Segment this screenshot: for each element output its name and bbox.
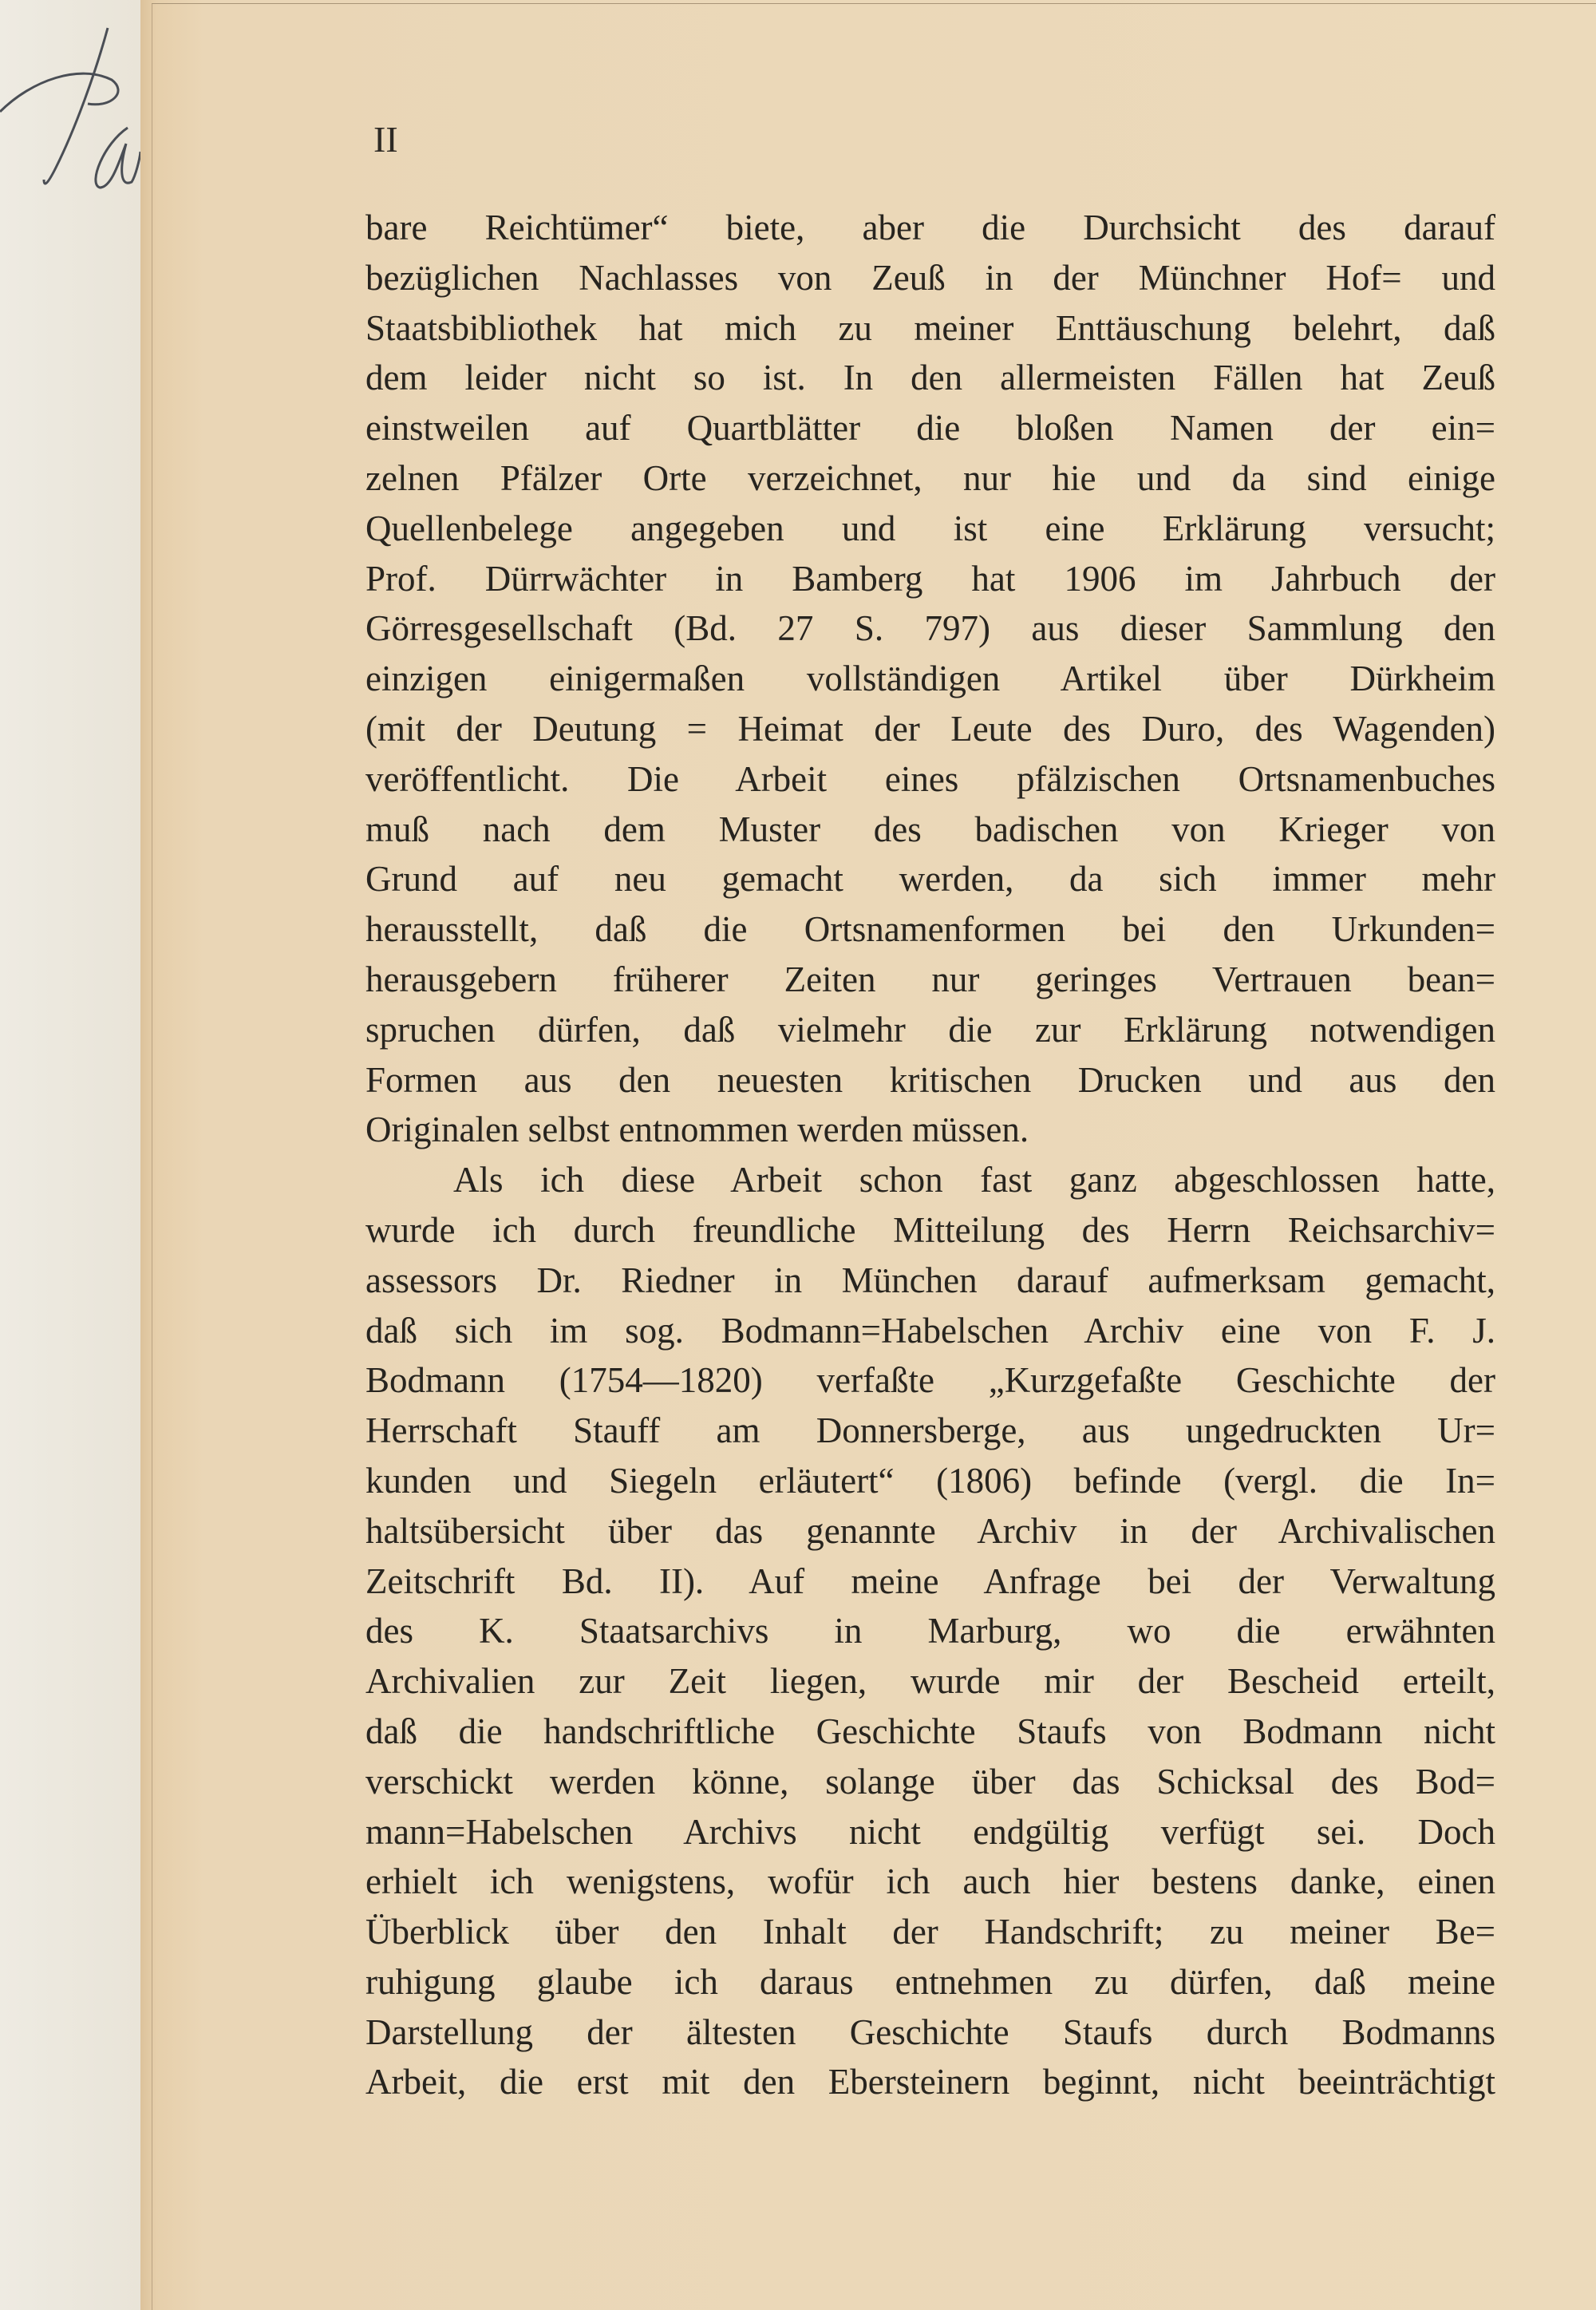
text-line: Görresgesellschaft (Bd. 27 S. 797) aus dieser Sammlung den bbox=[365, 608, 1495, 649]
page-number: II bbox=[373, 119, 398, 160]
text-line: einstweilen auf Quartblätter die bloßen Namen der ein= bbox=[365, 408, 1495, 449]
text-line: kunden und Siegeln erläutert“ (1806) befinde (vergl. die In= bbox=[365, 1460, 1495, 1501]
facing-page-margin bbox=[0, 0, 140, 2310]
text-line: bare Reichtümer“ biete, aber die Durchsicht des darauf bbox=[365, 208, 1495, 247]
text-line: (mit der Deutung = Heimat der Leute des Duro, des Wagenden) bbox=[365, 708, 1495, 749]
text-line: veröffentlicht. Die Arbeit eines pfälzischen Ortsnamenbuches bbox=[365, 758, 1495, 799]
text-line: daß die handschriftliche Geschichte Staufs von Bodmann nicht bbox=[365, 1711, 1495, 1751]
text-line: Quellenbelege angegeben und ist eine Erklärung versucht; bbox=[365, 508, 1495, 548]
text-line: dem leider nicht so ist. In den allermeisten Fällen hat Zeuß bbox=[365, 358, 1495, 398]
text-line: zelnen Pfälzer Orte verzeichnet, nur hie und da sind einige bbox=[365, 457, 1495, 498]
text-line: Grund auf neu gemacht werden, da sich immer mehr bbox=[365, 859, 1495, 900]
text-line: des K. Staatsarchivs in Marburg, wo die erwähnten bbox=[365, 1611, 1495, 1651]
text-line: erhielt ich wenigstens, wofür ich auch hier bestens danke, einen bbox=[365, 1861, 1495, 1902]
text-line: wurde ich durch freundliche Mitteilung des Herrn Reichsarchiv= bbox=[365, 1209, 1495, 1250]
text-line: Arbeit, die erst mit den Ebersteinern beginnt, nicht beeinträchtigt bbox=[365, 2062, 1495, 2102]
body-text bbox=[365, 203, 1495, 2107]
text-line: haltsübersicht über das genannte Archiv in der Archivalischen bbox=[365, 1510, 1495, 1551]
text-line: Überblick über den Inhalt der Handschrift; zu meiner Be= bbox=[365, 1912, 1495, 1952]
text-line: ruhigung glaube ich daraus entnehmen zu dürfen, daß meine bbox=[365, 1961, 1495, 2002]
text-line-paragraph-start: Als ich diese Arbeit schon fast ganz abgeschlossen hatte, bbox=[453, 1160, 1495, 1200]
text-line: herausstellt, daß die Ortsnamenformen bei den Urkunden= bbox=[365, 909, 1495, 950]
text-line: Bodmann (1754—1820) verfaßte „Kurzgefaßte Geschichte der bbox=[365, 1360, 1495, 1401]
text-line: spruchen dürfen, daß vielmehr die zur Erklärung notwendigen bbox=[365, 1009, 1495, 1050]
text-line: Formen aus den neuesten kritischen Drucken und aus den bbox=[365, 1059, 1495, 1100]
text-line: Darstellung der ältesten Geschichte Staufs durch Bodmanns bbox=[365, 2011, 1495, 2052]
text-line: assessors Dr. Riedner in München darauf aufmerksam gemacht, bbox=[365, 1260, 1495, 1300]
text-line: Originalen selbst entnommen werden müssen. bbox=[365, 1110, 1029, 1150]
text-line: mann=Habelschen Archivs nicht endgültig verfügt sei. Doch bbox=[365, 1811, 1495, 1852]
text-line: verschickt werden könne, solange über das Schicksal des Bod= bbox=[365, 1761, 1495, 1802]
text-line: einzigen einigermaßen vollständigen Artikel über Dürkheim bbox=[365, 659, 1495, 699]
text-line: bezüglichen Nachlasses von Zeuß in der Münchner Hof= und bbox=[365, 257, 1495, 298]
text-line: Zeitschrift Bd. II). Auf meine Anfrage bei der Verwaltung bbox=[365, 1560, 1495, 1601]
text-line: Herrschaft Stauff am Donnersberge, aus ungedruckten Ur= bbox=[365, 1410, 1495, 1451]
text-line: herausgebern früherer Zeiten nur geringes Vertrauen bean= bbox=[365, 959, 1495, 999]
text-line: muß nach dem Muster des badischen von Krieger von bbox=[365, 809, 1495, 849]
text-line: Archivalien zur Zeit liegen, wurde mir der Bescheid erteilt, bbox=[365, 1661, 1495, 1702]
text-line: Staatsbibliothek hat mich zu meiner Enttäuschung belehrt, daß bbox=[365, 307, 1495, 348]
text-line: daß sich im sog. Bodmann=Habelschen Archiv eine von F. J. bbox=[365, 1310, 1495, 1351]
text-line: Prof. Dürrwächter in Bamberg hat 1906 im Jahrbuch der bbox=[365, 558, 1495, 599]
handwritten-signature-fragment bbox=[0, 24, 140, 200]
